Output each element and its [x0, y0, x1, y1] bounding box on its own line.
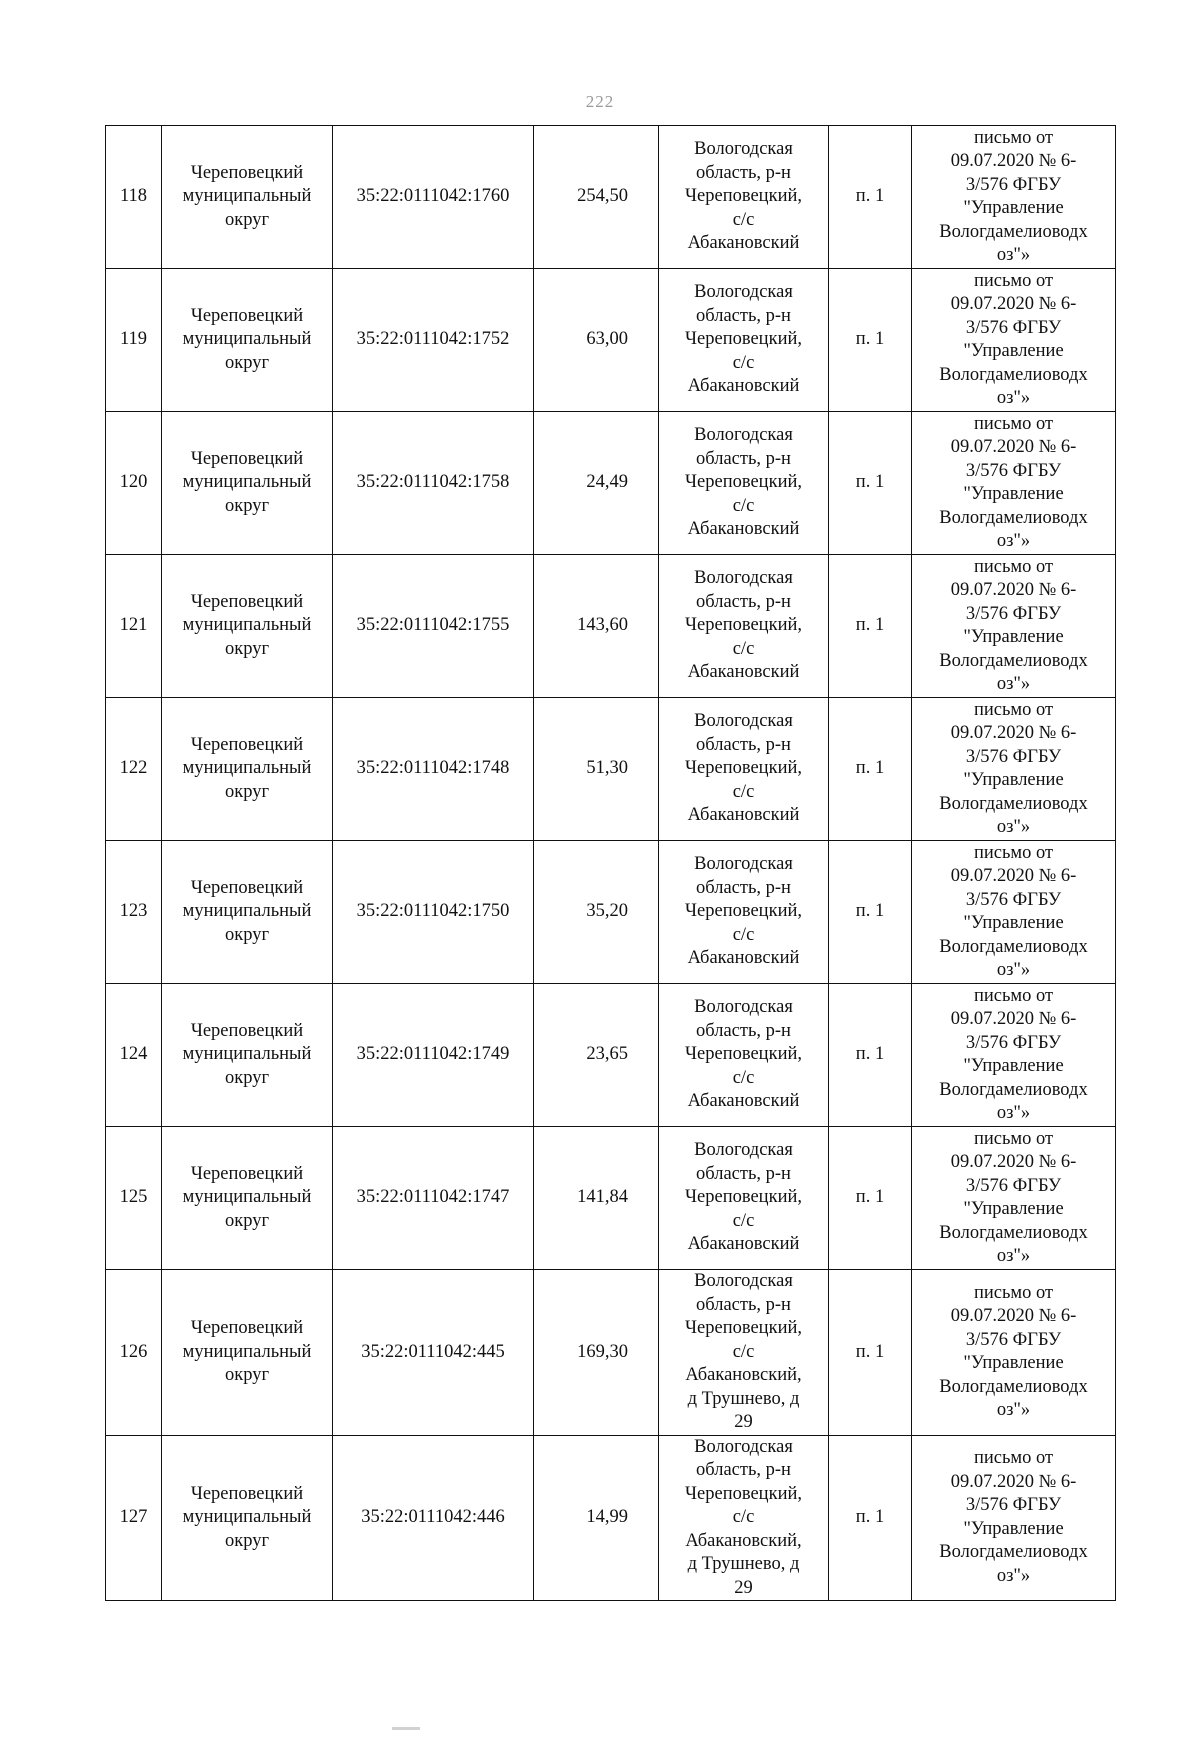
cadastral-number-cell: [333, 1127, 534, 1270]
table-body: [106, 126, 1116, 1601]
address-cell: [659, 841, 829, 984]
address-cell-text: Вологодская область, р-н Череповецкий, с/с Абакановский, д Трушнево, д 29: [685, 1271, 802, 1432]
district-cell: [162, 412, 333, 555]
row-number-cell: [106, 269, 162, 412]
area-cell: [534, 984, 659, 1127]
basis-cell: [912, 1435, 1116, 1601]
clause-cell: [829, 555, 912, 698]
area-cell-text: 51,30: [586, 758, 628, 779]
address-cell-text: Вологодская область, р-н Череповецкий, с/с Абакановский: [685, 282, 802, 397]
row-number-cell: [106, 698, 162, 841]
row-number-cell-text: 126: [119, 1341, 148, 1362]
clause-cell-text: п. 1: [855, 1187, 885, 1208]
cadastral-number-cell: [333, 698, 534, 841]
clause-cell: [829, 412, 912, 555]
cadastral-number-cell: [333, 1435, 534, 1601]
basis-cell-text: письмо от 09.07.2020 № 6- 3/576 ФГБУ "Управление Вологдамелиоводх оз"»: [939, 556, 1088, 694]
row-number-cell: [106, 984, 162, 1127]
clause-cell: [829, 1435, 912, 1601]
clause-cell-text: п. 1: [855, 186, 885, 207]
area-cell: [534, 698, 659, 841]
cadastral-number-cell: [333, 1270, 534, 1436]
row-number-cell: [106, 555, 162, 698]
area-cell-text: 35,20: [586, 901, 628, 922]
area-cell-text: 169,30: [577, 1341, 628, 1362]
area-cell-text: 24,49: [586, 472, 628, 493]
table-row: [106, 126, 1116, 269]
table-row: [106, 412, 1116, 555]
area-cell-text: 14,99: [586, 1507, 628, 1527]
basis-cell: [912, 555, 1116, 698]
row-number-cell-text: 125: [119, 1187, 148, 1208]
row-number-cell-text: 127: [119, 1507, 148, 1527]
table-row: [106, 269, 1116, 412]
row-number-cell-text: 120: [119, 472, 148, 493]
area-cell: [534, 1127, 659, 1270]
address-cell-text: Вологодская область, р-н Череповецкий, с/с Абакановский: [685, 711, 802, 826]
area-cell: [534, 412, 659, 555]
district-cell: [162, 1435, 333, 1601]
table-row: [106, 698, 1116, 841]
cadastral-number-cell-text: 35:22:0111042:1748: [356, 758, 510, 779]
clause-cell-text: п. 1: [855, 1507, 885, 1527]
page-number: 222: [585, 92, 615, 111]
district-cell: [162, 1127, 333, 1270]
clause-cell-text: п. 1: [855, 1341, 885, 1362]
address-cell: [659, 698, 829, 841]
basis-cell-text: письмо от 09.07.2020 № 6- 3/576 ФГБУ "Управление Вологдамелиоводх оз"»: [939, 1128, 1088, 1266]
basis-cell-text: письмо от 09.07.2020 № 6- 3/576 ФГБУ "Управление Вологдамелиоводх оз"»: [939, 842, 1088, 980]
address-cell: [659, 269, 829, 412]
row-number-cell: [106, 412, 162, 555]
clause-cell-text: п. 1: [855, 1044, 885, 1065]
area-cell-text: 63,00: [586, 329, 628, 350]
address-cell-text: Вологодская область, р-н Череповецкий, с/с Абакановский: [685, 139, 802, 254]
basis-cell: [912, 126, 1116, 269]
area-cell: [534, 841, 659, 984]
district-cell-text: Череповецкий муниципальный округ: [182, 448, 312, 516]
address-cell-text: Вологодская область, р-н Череповецкий, с/с Абакановский: [685, 997, 802, 1112]
address-cell-text: Вологодская область, р-н Череповецкий, с/с Абакановский, д Трушнево, д 29: [685, 1436, 802, 1598]
row-number-cell-text: 121: [119, 615, 148, 636]
district-cell-text: Череповецкий муниципальный округ: [182, 591, 312, 659]
basis-cell: [912, 269, 1116, 412]
cadastral-number-cell-text: 35:22:0111042:1758: [356, 472, 510, 493]
district-cell-text: Череповецкий муниципальный округ: [182, 1020, 312, 1088]
row-number-cell: [106, 126, 162, 269]
basis-cell-text: письмо от 09.07.2020 № 6- 3/576 ФГБУ "Управление Вологдамелиоводх оз"»: [939, 1282, 1088, 1421]
cadastral-number-cell: [333, 412, 534, 555]
district-cell-text: Череповецкий муниципальный округ: [182, 1483, 312, 1551]
basis-cell-text: письмо от 09.07.2020 № 6- 3/576 ФГБУ "Управление Вологдамелиоводх оз"»: [939, 127, 1088, 265]
basis-cell-text: письмо от 09.07.2020 № 6- 3/576 ФГБУ "Управление Вологдамелиоводх оз"»: [939, 413, 1088, 551]
district-cell: [162, 1270, 333, 1436]
basis-cell: [912, 698, 1116, 841]
table-row: [106, 841, 1116, 984]
area-cell: [534, 269, 659, 412]
cadastral-number-cell-text: 35:22:0111042:1752: [356, 329, 510, 350]
basis-cell-text: письмо от 09.07.2020 № 6- 3/576 ФГБУ "Управление Вологдамелиоводх оз"»: [939, 270, 1088, 408]
cadastral-number-cell: [333, 984, 534, 1127]
row-number-cell: [106, 1270, 162, 1436]
clause-cell: [829, 269, 912, 412]
cadastral-number-cell: [333, 555, 534, 698]
district-cell: [162, 841, 333, 984]
clause-cell: [829, 698, 912, 841]
address-cell-text: Вологодская область, р-н Череповецкий, с/с Абакановский: [685, 1140, 802, 1255]
clause-cell: [829, 126, 912, 269]
row-number-cell-text: 122: [119, 758, 148, 779]
area-cell-text: 141,84: [577, 1187, 628, 1208]
clause-cell: [829, 1270, 912, 1436]
address-cell: [659, 1270, 829, 1436]
cadastral-number-cell-text: 35:22:0111042:1755: [356, 615, 510, 636]
basis-cell: [912, 1270, 1116, 1436]
area-cell: [534, 555, 659, 698]
clause-cell-text: п. 1: [855, 758, 885, 779]
clause-cell-text: п. 1: [855, 615, 885, 636]
district-cell-text: Череповецкий муниципальный округ: [182, 1318, 312, 1385]
address-cell: [659, 412, 829, 555]
basis-cell: [912, 841, 1116, 984]
district-cell-text: Череповецкий муниципальный округ: [182, 305, 312, 373]
cadastral-number-cell-text: 35:22:0111042:445: [361, 1341, 505, 1362]
address-cell: [659, 1127, 829, 1270]
row-number-cell-text: 123: [119, 901, 148, 922]
address-cell-text: Вологодская область, р-н Череповецкий, с/с Абакановский: [685, 425, 802, 540]
basis-cell: [912, 412, 1116, 555]
row-number-cell: [106, 1127, 162, 1270]
basis-cell-text: письмо от 09.07.2020 № 6- 3/576 ФГБУ "Управление Вологдамелиоводх оз"»: [939, 985, 1088, 1123]
row-number-cell-text: 119: [119, 329, 148, 350]
cadastral-number-cell-text: 35:22:0111042:1750: [356, 901, 510, 922]
area-cell-text: 254,50: [577, 186, 628, 207]
district-cell: [162, 269, 333, 412]
land-plot-table: [105, 125, 1116, 1601]
address-cell: [659, 555, 829, 698]
basis-cell-text: письмо от 09.07.2020 № 6- 3/576 ФГБУ "Управление Вологдамелиоводх оз"»: [939, 699, 1088, 837]
clause-cell-text: п. 1: [855, 901, 885, 922]
address-cell-text: Вологодская область, р-н Череповецкий, с/с Абакановский: [685, 854, 802, 969]
address-cell: [659, 1435, 829, 1601]
district-cell: [162, 698, 333, 841]
cadastral-number-cell: [333, 269, 534, 412]
cadastral-number-cell: [333, 126, 534, 269]
district-cell-text: Череповецкий муниципальный округ: [182, 1163, 312, 1231]
clause-cell: [829, 984, 912, 1127]
basis-cell-text: письмо от 09.07.2020 № 6- 3/576 ФГБУ "Управление Вологдамелиоводх оз"»: [939, 1448, 1088, 1586]
district-cell: [162, 126, 333, 269]
district-cell-text: Череповецкий муниципальный округ: [182, 162, 312, 230]
row-number-cell: [106, 841, 162, 984]
district-cell: [162, 555, 333, 698]
clause-cell: [829, 841, 912, 984]
address-cell-text: Вологодская область, р-н Череповецкий, с/с Абакановский: [685, 568, 802, 683]
area-cell-text: 23,65: [586, 1044, 628, 1065]
district-cell-text: Череповецкий муниципальный округ: [182, 734, 312, 802]
cadastral-number-cell-text: 35:22:0111042:1760: [356, 186, 510, 207]
table-row: [106, 984, 1116, 1127]
area-cell: [534, 126, 659, 269]
area-cell: [534, 1435, 659, 1601]
table-row: [106, 1270, 1116, 1436]
row-number-cell-text: 118: [119, 186, 148, 207]
address-cell: [659, 126, 829, 269]
cadastral-number-cell-text: 35:22:0111042:1749: [356, 1044, 510, 1065]
clause-cell-text: п. 1: [855, 329, 885, 350]
table-row: [106, 1127, 1116, 1270]
district-cell-text: Череповецкий муниципальный округ: [182, 877, 312, 945]
row-number-cell-text: 124: [119, 1044, 148, 1065]
cadastral-number-cell: [333, 841, 534, 984]
table-row: [106, 1435, 1116, 1601]
district-cell: [162, 984, 333, 1127]
area-cell: [534, 1270, 659, 1436]
scan-artifact-mark: [392, 1727, 420, 1730]
address-cell: [659, 984, 829, 1127]
cadastral-number-cell-text: 35:22:0111042:1747: [356, 1187, 510, 1208]
cadastral-number-cell-text: 35:22:0111042:446: [361, 1507, 505, 1527]
basis-cell: [912, 984, 1116, 1127]
clause-cell-text: п. 1: [855, 472, 885, 493]
row-number-cell: [106, 1435, 162, 1601]
clause-cell: [829, 1127, 912, 1270]
area-cell-text: 143,60: [577, 615, 628, 636]
table-row: [106, 555, 1116, 698]
basis-cell: [912, 1127, 1116, 1270]
